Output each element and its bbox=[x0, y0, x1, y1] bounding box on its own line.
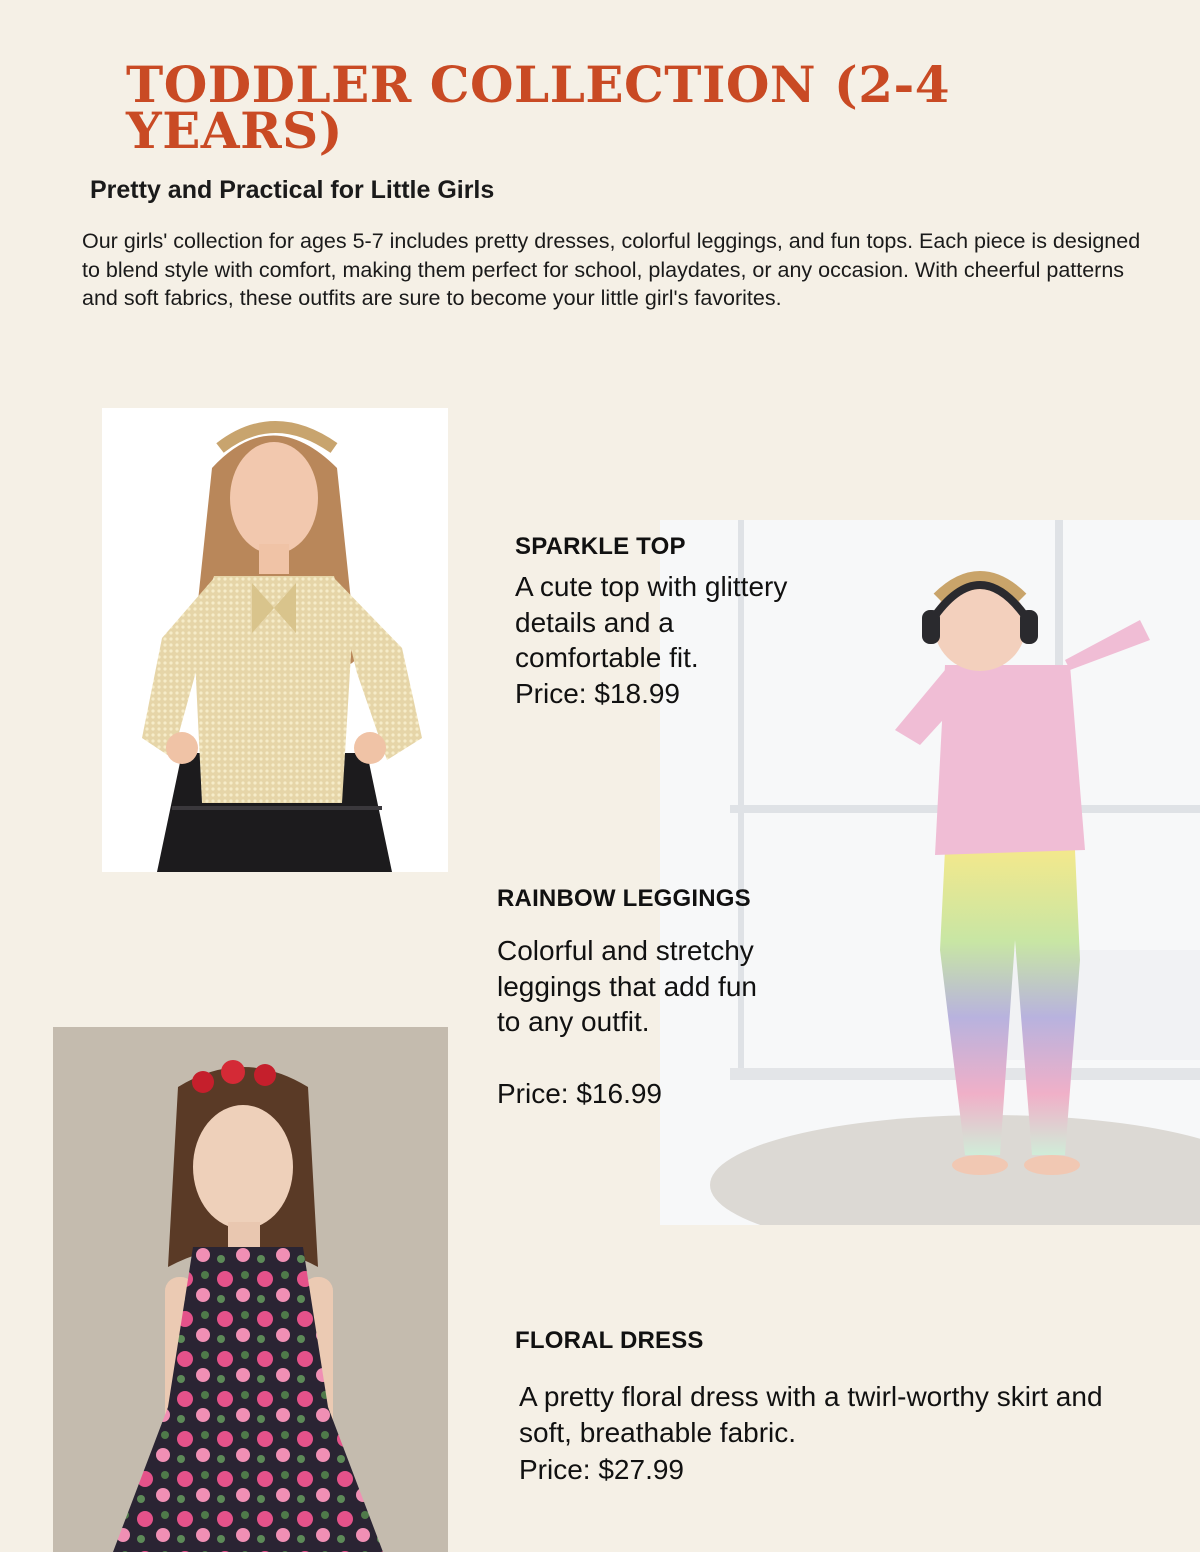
sparkle-top-illustration bbox=[102, 408, 448, 872]
rainbow-leggings-heading: RAINBOW LEGGINGS bbox=[497, 885, 751, 912]
floral-dress-description: A pretty floral dress with a twirl-worthy skirt and soft, breathable fabric. bbox=[519, 1381, 1103, 1448]
sparkle-top-description: A cute top with glittery details and a comfortable fit. bbox=[515, 571, 788, 673]
rainbow-leggings-description: Colorful and stretchy leggings that add fun to any outfit. bbox=[497, 935, 757, 1037]
page-subtitle: Pretty and Practical for Little Girls bbox=[90, 176, 495, 204]
intro-paragraph: Our girls' collection for ages 5-7 includes pretty dresses, colorful leggings, and fun tops. Each piece is designed to blend style with comfort, making them perfect for school, playdates, or any occasion. With cheerful patterns and soft fabrics, these outfits are sure to become your little girl's favorites. bbox=[82, 229, 1141, 310]
floral-dress-heading: FLORAL DRESS bbox=[515, 1327, 704, 1354]
sparkle-top-price: Price: $18.99 bbox=[515, 678, 680, 709]
sparkle-top-heading: SPARKLE TOP bbox=[515, 533, 686, 560]
floral-dress-photo bbox=[53, 1027, 448, 1552]
floral-dress-price: Price: $27.99 bbox=[519, 1454, 684, 1485]
rainbow-leggings-price: Price: $16.99 bbox=[497, 1078, 662, 1109]
sparkle-top-photo bbox=[102, 408, 448, 872]
floral-dress-illustration bbox=[53, 1027, 448, 1552]
page-title: TODDLER COLLECTION (2-4 YEARS) bbox=[126, 55, 951, 160]
